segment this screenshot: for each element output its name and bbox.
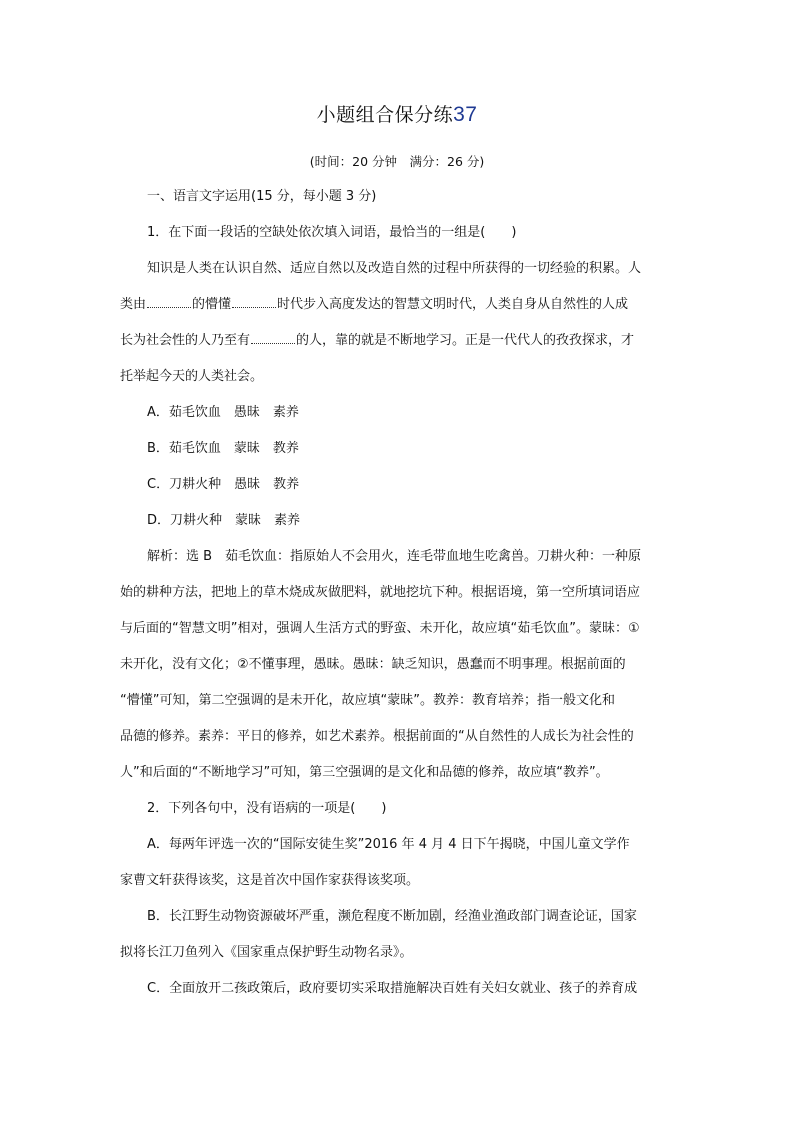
q2-option-a-line: 家曹文轩获得该奖，这是首次中国作家获得该奖项。 xyxy=(120,873,420,888)
q2-option-c-line: C．全面放开二孩政策后，政府要切实采取措施解决百姓有关妇女就业、孩子的养育成 xyxy=(147,981,638,996)
section-heading: 一、语言文字运用(15 分，每小题 3 分) xyxy=(147,189,377,204)
passage-text: 长为社会性的人乃至有 xyxy=(120,333,251,348)
page-title xyxy=(0,100,794,127)
analysis-line: 人”和后面的“不断地学习”可知，第三空强调的是文化和品德的修养，故应填“教养”。 xyxy=(120,765,609,780)
passage-line-2 xyxy=(120,296,674,314)
q2-option-a-line: A．每两年评选一次的“国际安徒生奖”2016 年 4 月 4 日下午揭晓，中国儿童文学作 xyxy=(147,837,630,852)
title-text: 小题组合保分练 xyxy=(316,104,454,126)
title-number: 37 xyxy=(453,103,478,126)
fill-blank-1 xyxy=(147,297,191,308)
analysis-line: 未开化，没有文化；②不懂事理，愚昧。愚昧：缺乏知识，愚蠢而不明事理。根据前面的 xyxy=(120,657,626,672)
option-c: C．刀耕火种 愚昧 教养 xyxy=(147,477,300,492)
q2-option-b-line: 拟将长江刀鱼列入《国家重点保护野生动物名录》。 xyxy=(120,945,413,960)
q2-option-b-line: B．长江野生动物资源破坏严重，濒危程度不断加剧，经渔业渔政部门调查论证，国家 xyxy=(147,909,637,924)
analysis-line: 解析：选 B 茹毛饮血：指原始人不会用火，连毛带血地生吃禽兽。刀耕火种：一种原 xyxy=(147,549,642,564)
fill-blank-2 xyxy=(232,297,276,308)
analysis-line: 始的耕种方法，把地上的草木烧成灰做肥料，就地挖坑下种。根据语境，第一空所填词语应 xyxy=(120,585,641,600)
analysis-line: 品德的修养。素养：平日的修养，如艺术素养。根据前面的“从自然性的人成长为社会性的 xyxy=(120,729,634,744)
passage-line-1: 知识是人类在认识自然、适应自然以及改造自然的过程中所获得的一切经验的积累。人 xyxy=(147,261,642,276)
fill-blank-3 xyxy=(251,333,295,344)
option-b: B．茹毛饮血 蒙昧 教养 xyxy=(147,441,299,456)
passage-line-3 xyxy=(120,332,674,350)
analysis-line: 与后面的“智慧文明”相对，强调人生活方式的野蛮、未开化，故应填“茹毛饮血”。蒙昧：① xyxy=(120,621,640,636)
passage-text: 的人，靠的就是不断地学习。正是一代代人的孜孜探求，才 xyxy=(296,333,635,348)
question-2-stem: 2．下列各句中，没有语病的一项是( ) xyxy=(147,801,387,816)
option-d: D．刀耕火种 蒙昧 素养 xyxy=(147,513,301,528)
passage-text: 的懵懂 xyxy=(192,297,232,312)
analysis-line: “懵懂”可知，第二空强调的是未开化，故应填“蒙昧”。教养：教育培养；指一般文化和 xyxy=(120,693,615,708)
passage-text: 时代步入高度发达的智慧文明时代，人类自身从自然性的人成 xyxy=(277,297,629,312)
passage-line-4: 托举起今天的人类社会。 xyxy=(120,369,264,384)
time-score-info: (时间：20 分钟 满分：26 分) xyxy=(309,154,485,169)
passage-text: 类由 xyxy=(120,297,147,312)
question-1-stem: 1．在下面一段话的空缺处依次填入词语，最恰当的一组是( ) xyxy=(147,225,517,240)
option-a: A．茹毛饮血 愚昧 素养 xyxy=(147,405,299,420)
